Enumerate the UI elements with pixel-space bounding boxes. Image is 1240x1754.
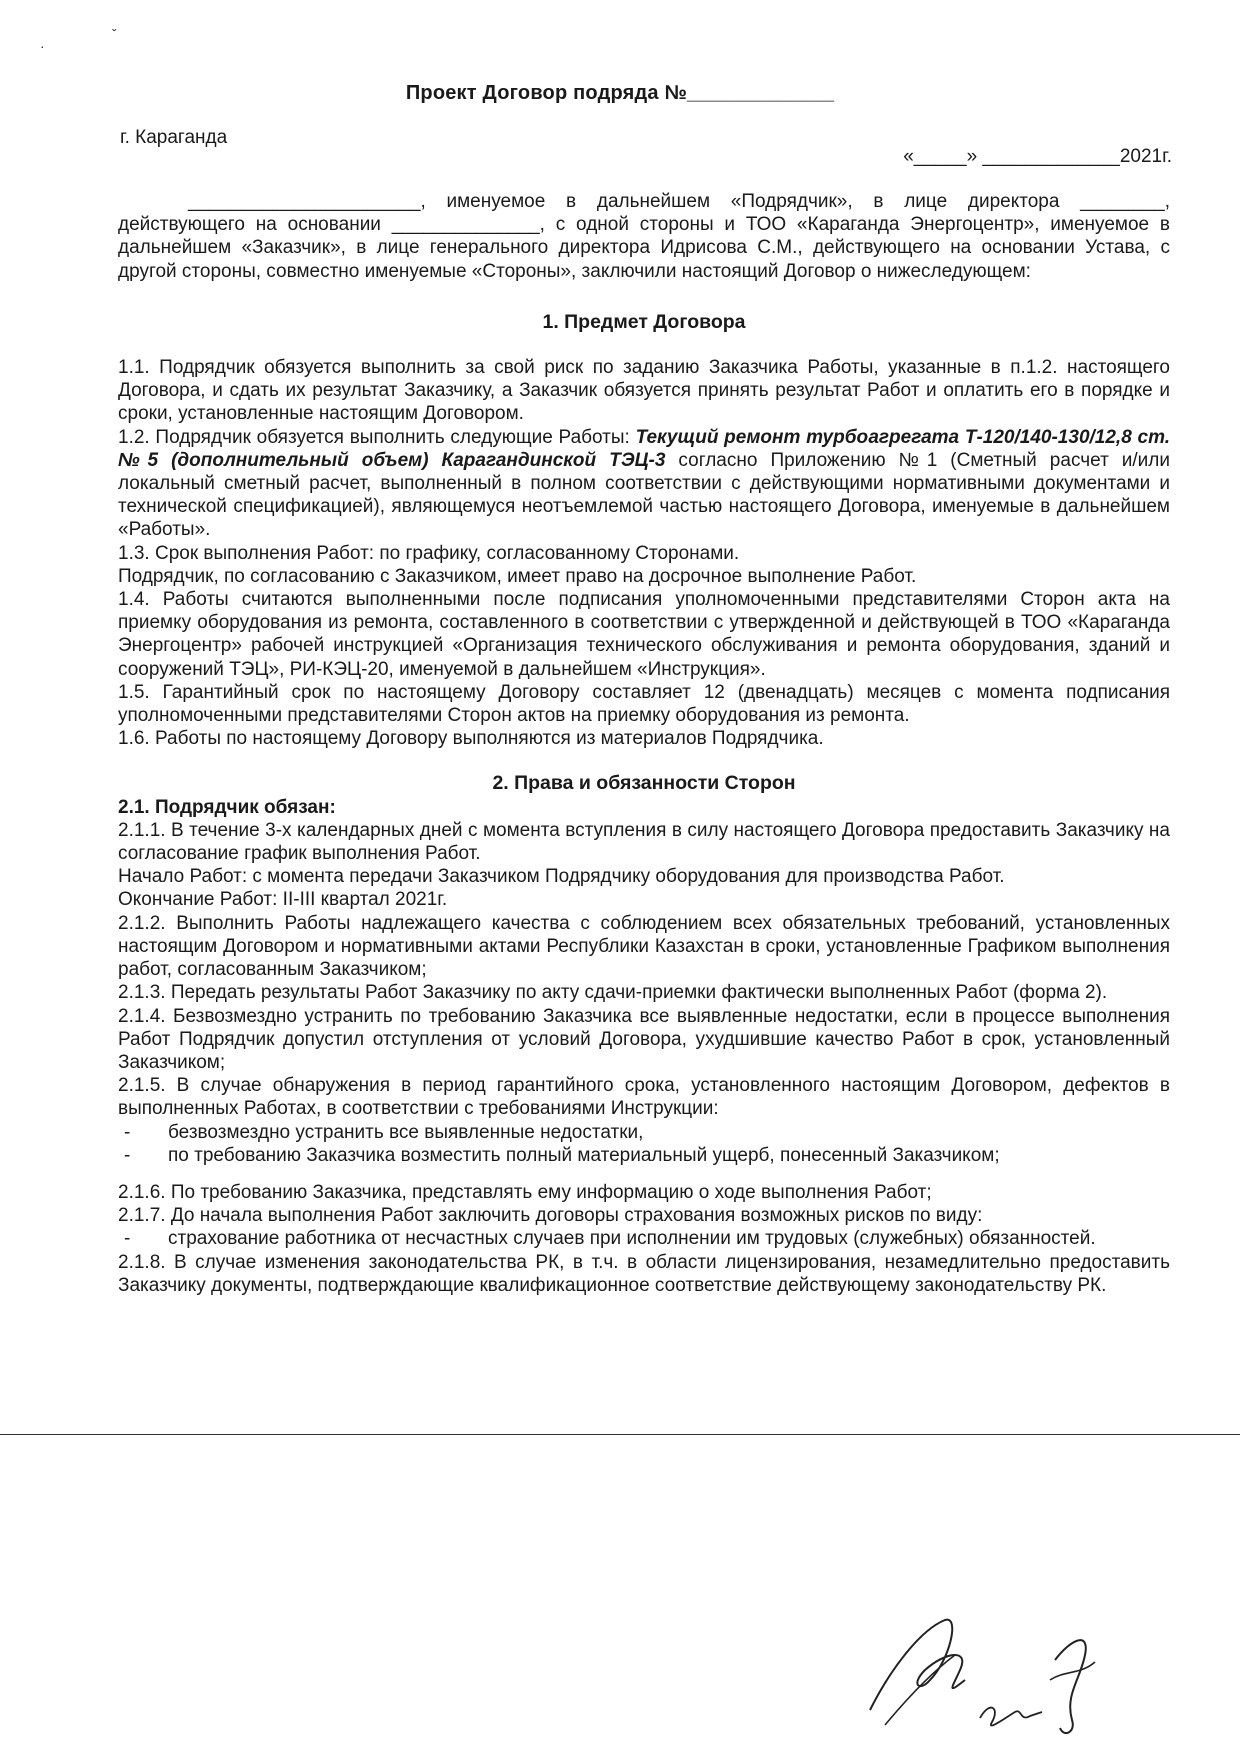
- clause-1-5: 1.5. Гарантийный срок по настоящему Договору составляет 12 (двенадцать) месяцев с момента подписания уполномоченными представителями Сторон актов на приемку оборудования из ремонта.: [118, 681, 1170, 727]
- clause-2-1-7: 2.1.7. До начала выполнения Работ заключить договоры страхования возможных рисков по виду:: [118, 1205, 983, 1227]
- clause-2-1-8: 2.1.8. В случае изменения законодательства РК, в т.ч. в области лицензирования, незамедлительно предоставить Заказчику документы, подтверждающие квалификационное соответствие действующему законодательству РК.: [118, 1251, 1170, 1296]
- scan-speck: ˇ: [112, 26, 117, 42]
- scan-divider: [0, 1434, 1240, 1435]
- clause-1-2: [118, 426, 1170, 542]
- document-date: «_____» _____________2021г.: [903, 146, 1172, 167]
- section-1-heading: 1. Предмет Договора: [542, 310, 746, 333]
- clause-1-2-work-title: Текущий ремонт турбоагрегата Т-120/140-130/12,8 ст.№5 (дополнительный объем) Карагандинской ТЭЦ-3: [118, 426, 1170, 471]
- document-city: г. Караганда: [120, 127, 228, 148]
- document-title: Проект Договор подряда №_____________: [405, 82, 835, 104]
- work-end: Окончание Работ: II-III квартал 2021г.: [118, 889, 448, 911]
- clause-2-1-6: 2.1.6. По требованию Заказчика, представлять ему информацию о ходе выполнения Работ;: [118, 1181, 932, 1203]
- clause-2-1-1: 2.1.1. В течение 3-х календарных дней с момента вступления в силу настоящего Договора предоставить Заказчику на согласование график выполнения Работ.: [118, 819, 1170, 865]
- clause-1-3: 1.3. Срок выполнения Работ: по графику, согласованному Сторонами.: [118, 542, 740, 564]
- clause-2-1-2: 2.1.2. Выполнить Работы надлежащего качества с соблюдением всех обязательных требований, установленных настоящим Договором и нормативными актами Республики Казахстан в сроки, установленные Графиком выполнения работ, согласованным Заказчиком;: [118, 912, 1170, 981]
- clause-2-1-3: 2.1.3. Передать результаты Работ Заказчику по акту сдачи-приемки фактически выполненных Работ (форма 2).: [118, 982, 1108, 1004]
- clause-1-6: 1.6. Работы по настоящему Договору выполняются из материалов Подрядчика.: [118, 728, 824, 750]
- list-item: - безвозмездно устранить все выявленные недостатки,: [118, 1121, 1170, 1144]
- preamble: ______________________, именуемое в дальнейшем «Подрядчик», в лице директора ________, действующего на основании ______________, с одной стороны и ТОО «Караганда Энергоцентр», именуемое в дальнейшем «Заказчик», в лице генерального директора Идрисова С.М., действующего на основании Устава, с другой стороны, совместно именуемые «Стороны», заключили настоящий Договор о нижеследующем:: [118, 191, 1170, 282]
- list-item: - по требованию Заказчика возместить полный материальный ущерб, понесенный Заказчиком;: [118, 1144, 1170, 1167]
- clause-2-1-5: 2.1.5. В случае обнаружения в период гарантийного срока, установленного настоящим Договором, дефектов в выполненных Работах, в соответствии с требованиями Инструкции:: [118, 1075, 1170, 1120]
- clause-1-2-lead: 1.2. Подрядчик обязуется выполнить следующие Работы:: [118, 426, 636, 448]
- subsection-2-1: 2.1. Подрядчик обязан:: [118, 796, 336, 818]
- clause-1-3-note: Подрядчик, по согласованию с Заказчиком, имеет право на досрочное выполнение Работ.: [118, 565, 917, 587]
- document-body: [118, 190, 1170, 1297]
- clause-2-1-4: 2.1.4. Безвозмездно устранить по требованию Заказчика все выявленные недостатки, если в процессе выполнения Работ Подрядчик допустил отступления от условий Договора, ухудшившие качество Работ в срок, установленный Заказчиком;: [118, 1005, 1170, 1073]
- clause-1-1: 1.1. Подрядчик обязуется выполнить за свой риск по заданию Заказчика Работы, указанные в п.1.2. настоящего Договора, и сдать их результат Заказчику, а Заказчик обязуется принять результат Работ и оплатить его в порядке и сроки, установленные настоящим Договором.: [118, 357, 1170, 425]
- clause-1-2-rest: согласно Приложению №1 (Сметный расчет и/или локальный сметный расчет, выполненный в полном соответствии с действующими нормативными документами и технической спецификацией), являющемуся неотъемлемой частью настоящего Договора, именуемые в дальнейшем «Работы».: [118, 449, 1170, 541]
- work-start: Начало Работ: с момента передачи Заказчиком Подрядчику оборудования для производства Работ.: [118, 866, 1005, 888]
- signature-icon: [850, 1600, 1120, 1740]
- clause-1-4: 1.4. Работы считаются выполненными после подписания уполномоченными представителями Сторон акта на приемку оборудования из ремонта, составленного в соответствии с утвержденной и действующей в ТОО «Караганда Энергоцентр» рабочей инструкцией «Организация технического обслуживания и ремонта оборудования, зданий и сооружений ТЭЦ», РИ-КЭЦ-20, именуемой в дальнейшем «Инструкция».: [118, 589, 1170, 680]
- scan-speck: ·: [40, 38, 45, 54]
- list-item: - страхование работника от несчастных случаев при исполнении им трудовых (служебных) обязанностей.: [118, 1227, 1170, 1250]
- section-2-heading: 2. Права и обязанности Сторон: [492, 772, 796, 795]
